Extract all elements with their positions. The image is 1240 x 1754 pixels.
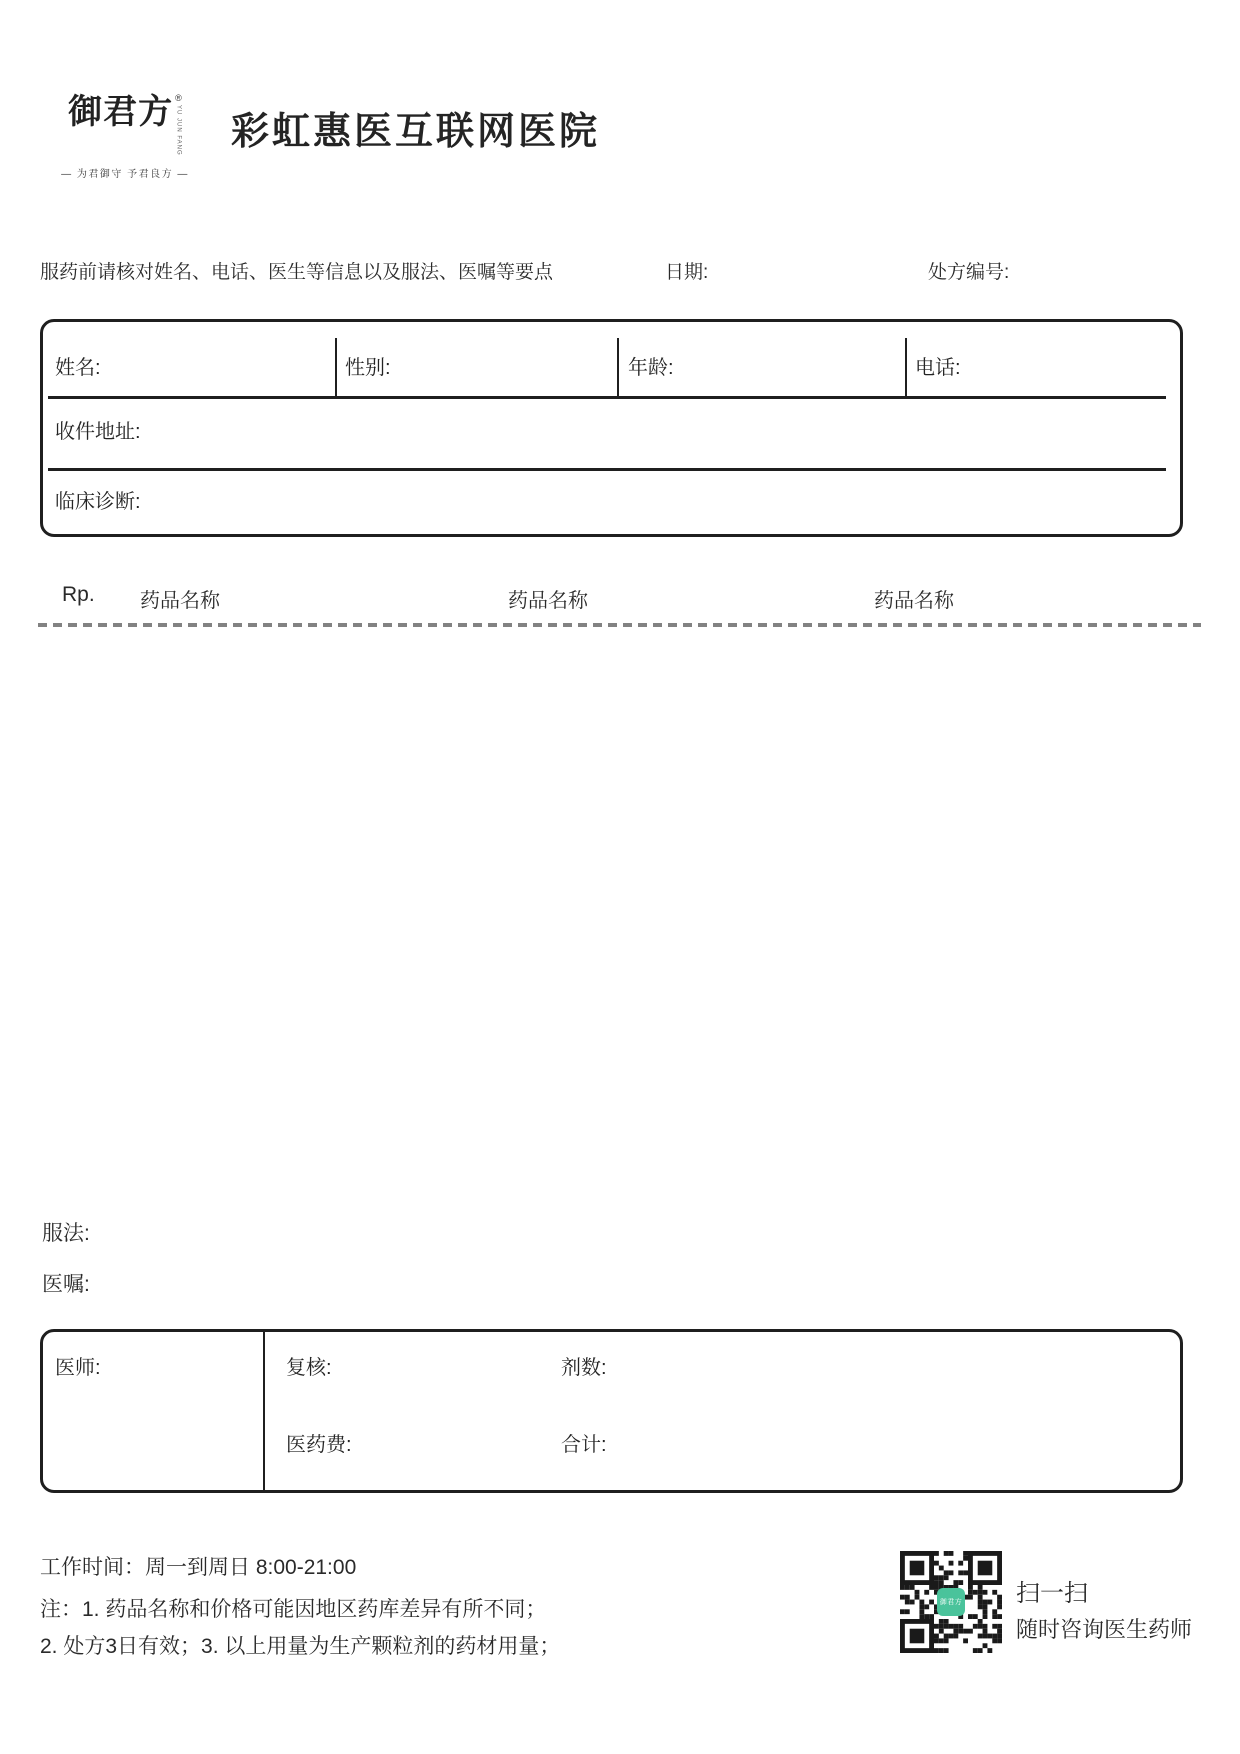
hospital-title: 彩虹惠医互联网医院 — [231, 111, 601, 153]
brand-logo — [56, 94, 194, 180]
divider — [335, 338, 337, 396]
qr-code — [900, 1551, 1002, 1653]
note-line-1: 注：1. 药品名称和价格可能因地区药库差异有所不同； — [40, 1598, 547, 1621]
divider — [617, 338, 619, 396]
pre-use-notice: 服药前请核对姓名、电话、医生等信息以及服法、医嘱等要点 — [40, 262, 554, 283]
logo-vertical-text: YU JUN FANG — [175, 105, 182, 156]
patient-info-box — [40, 319, 1183, 537]
diagnosis-label: 临床诊断: — [55, 491, 141, 513]
qr-caption-consult: 随时咨询医生药师 — [1016, 1617, 1193, 1642]
rx-number-label: 处方编号: — [928, 262, 1010, 283]
divider — [263, 1332, 265, 1490]
qr-caption-scan: 扫一扫 — [1016, 1580, 1088, 1607]
fee-label: 医药费: — [286, 1434, 352, 1456]
drug-column-header: 药品名称 — [508, 590, 588, 612]
registered-mark-icon: ® — [175, 93, 182, 103]
name-label: 姓名: — [55, 357, 101, 379]
usage-label: 服法: — [42, 1222, 90, 1245]
date-label: 日期: — [665, 262, 709, 283]
signoff-box — [40, 1329, 1183, 1493]
divider — [48, 396, 1166, 399]
advice-label: 医嘱: — [42, 1273, 90, 1296]
rp-label: Rp. — [62, 583, 95, 606]
dashed-separator — [38, 623, 1201, 627]
phone-label: 电话: — [915, 357, 961, 379]
drug-column-header: 药品名称 — [140, 590, 220, 612]
logo-text: 御君方 — [68, 92, 174, 132]
physician-label: 医师: — [55, 1357, 101, 1379]
qr-center-badge: 御君方 — [937, 1588, 965, 1616]
working-hours: 工作时间：周一到周日 8:00-21:00 — [40, 1556, 357, 1579]
gender-label: 性别: — [345, 357, 391, 379]
age-label: 年龄: — [628, 357, 674, 379]
divider — [48, 468, 1166, 471]
total-label: 合计: — [561, 1434, 607, 1456]
divider — [905, 338, 907, 396]
logo-tagline: — 为君御守 予君良方 — — [61, 168, 189, 180]
drug-column-header: 药品名称 — [874, 590, 954, 612]
address-label: 收件地址: — [55, 421, 141, 443]
note-line-2: 2. 处方3日有效；3. 以上用量为生产颗粒剂的药材用量； — [40, 1635, 561, 1658]
review-label: 复核: — [286, 1357, 332, 1379]
doses-label: 剂数: — [561, 1357, 607, 1379]
